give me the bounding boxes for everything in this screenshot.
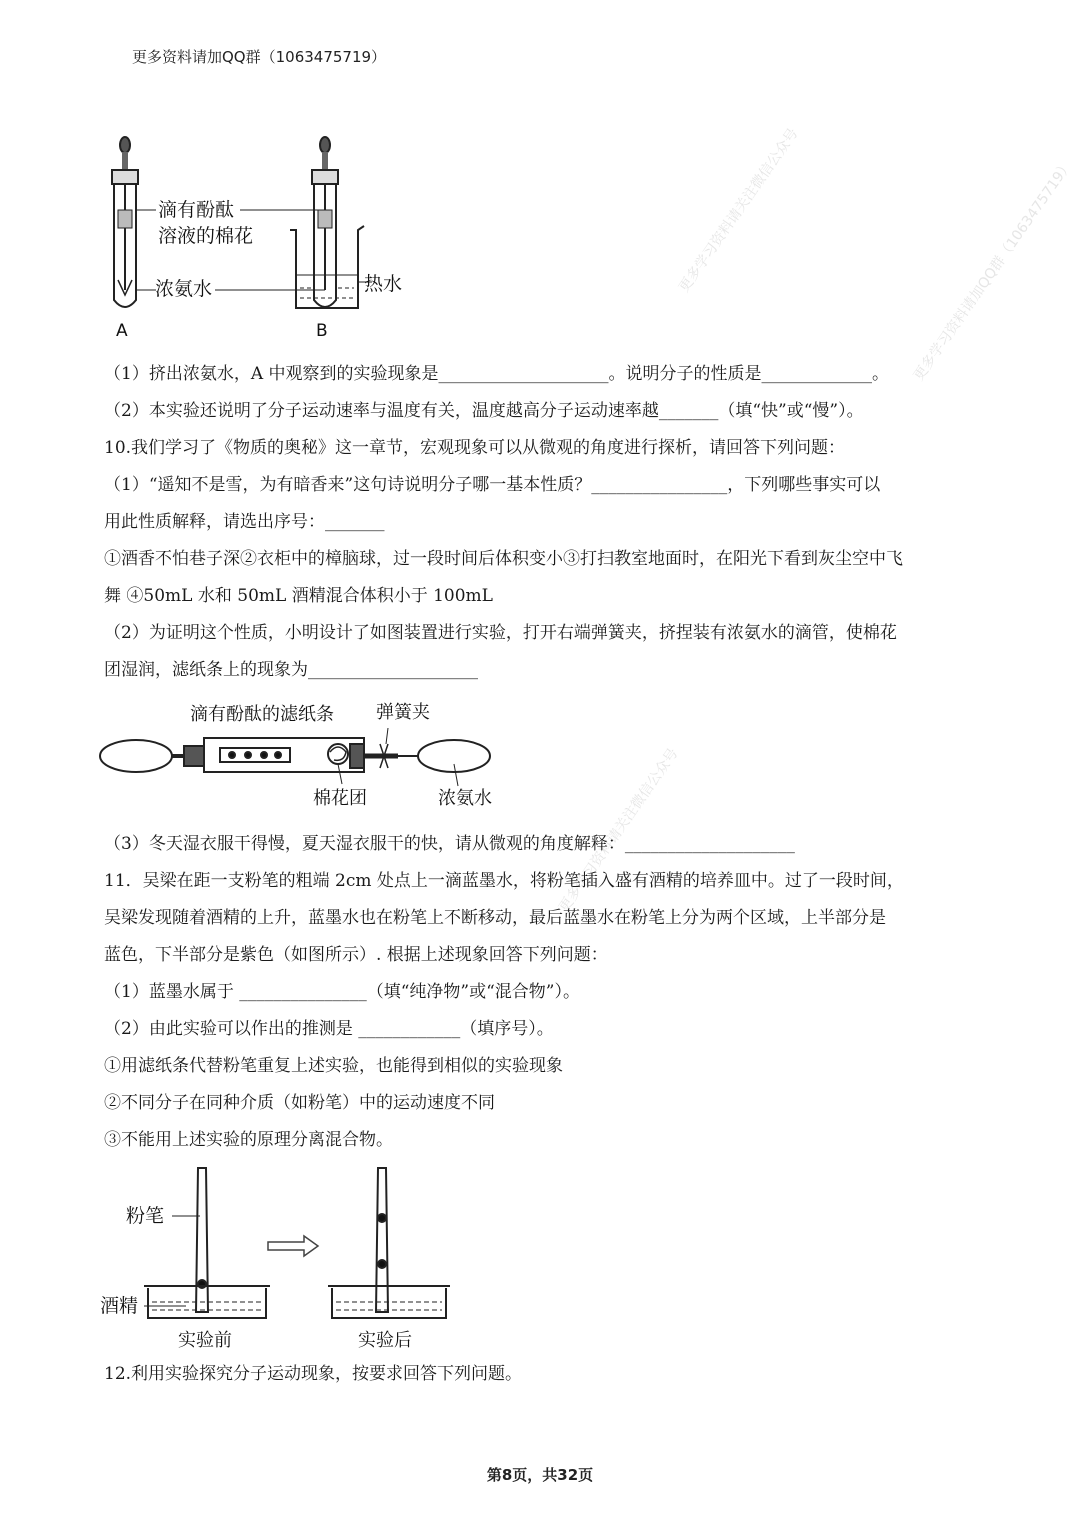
q11-option3: ③不能用上述实验的原理分离混合物。 bbox=[104, 1130, 393, 1150]
label-chalk: 粉笔 bbox=[126, 1205, 165, 1227]
label-clip: 弹簧夹 bbox=[376, 702, 430, 723]
q10-part1-line1: （1）“遥知不是雪，为有暗香来”这句诗说明分子哪一基本性质？________________，下列哪些事实可以 bbox=[104, 475, 881, 495]
label-hot-water: 热水 bbox=[364, 273, 403, 295]
tube-b bbox=[290, 137, 372, 308]
q12-stem: 12.利用实验探究分子运动现象，按要求回答下列问题。 bbox=[104, 1364, 523, 1384]
label-cotton-1: 滴有酚酞 bbox=[158, 199, 235, 221]
page-footer: 第8页，共32页 bbox=[486, 1466, 594, 1484]
q11-stem-line2: 吴梁发现随着酒精的上升，蓝墨水也在粉笔上不断移动，最后蓝墨水在粉笔上分为两个区域，上半部分是 bbox=[104, 908, 886, 928]
q10-part2-line1: （2）为证明这个性质，小明设计了如图装置进行实验，打开右端弹簧夹，挤捏装有浓氨水的滴管，使棉花 bbox=[104, 623, 897, 643]
watermark: 更多学习资料请加QQ群（1063475719） bbox=[910, 157, 1076, 384]
label-before: 实验前 bbox=[178, 1330, 232, 1351]
q10-part1-line2: 用此性质解释，请选出序号：_______ bbox=[104, 512, 385, 532]
label-b: B bbox=[316, 321, 328, 341]
figure-filter-tube bbox=[98, 698, 498, 813]
q11-part2: （2）由此实验可以作出的推测是 ____________（填序号）。 bbox=[104, 1019, 554, 1039]
q11-option2: ②不同分子在同种介质（如粉笔）中的运动速度不同 bbox=[104, 1093, 495, 1113]
label-cotton-2: 溶液的棉花 bbox=[158, 225, 254, 247]
watermark: 更多学习资料请关注微信公众号 bbox=[676, 125, 802, 296]
tube-a bbox=[112, 137, 156, 307]
q9-part2: （2）本实验还说明了分子运动速率与温度有关，温度越高分子运动速率越_______（填“快”或“慢”）。 bbox=[104, 401, 864, 421]
q10-options-line1: ①酒香不怕巷子深②衣柜中的樟脑球，过一段时间后体积变小③打扫教室地面时，在阳光下看到灰尘空中飞 bbox=[104, 549, 903, 569]
label-after: 实验后 bbox=[358, 1330, 412, 1351]
q10-part2-line2: 团湿润，滤纸条上的现象为____________________ bbox=[104, 660, 478, 680]
page-header: 更多资料请加QQ群（1063475719） bbox=[132, 48, 387, 66]
label-filter-paper: 滴有酚酞的滤纸条 bbox=[190, 704, 334, 725]
watermark: 更多学习资料请关注微信公众号 bbox=[556, 745, 682, 916]
q10-part3: （3）冬天湿衣服干得慢，夏天湿衣服干的快，请从微观的角度解释：____________________ bbox=[104, 834, 795, 854]
q10-stem: 10.我们学习了《物质的奥秘》这一章节，宏观现象可以从微观的角度进行探析，请回答下列问题： bbox=[104, 438, 846, 458]
figure-chalk bbox=[96, 1162, 466, 1357]
q10-options-line2: 舞 ④50mL 水和 50mL 酒精混合体积小于 100mL bbox=[104, 586, 493, 606]
figure-test-tubes bbox=[100, 130, 430, 345]
q9-part1: （1）挤出浓氨水，A 中观察到的实验现象是____________________。说明分子的性质是_____________。 bbox=[104, 364, 889, 384]
q11-part1: （1）蓝墨水属于 _______________（填“纯净物”或“混合物”）。 bbox=[104, 982, 580, 1002]
label-alcohol: 酒精 bbox=[100, 1295, 139, 1317]
q11-stem-line3: 蓝色，下半部分是紫色（如图所示）. 根据上述现象回答下列问题： bbox=[104, 945, 608, 965]
label-cotton-ball: 棉花团 bbox=[313, 788, 367, 809]
q11-option1: ①用滤纸条代替粉笔重复上述实验，也能得到相似的实验现象 bbox=[104, 1056, 563, 1076]
label-ammonia-bulb: 浓氨水 bbox=[438, 788, 492, 809]
q11-stem-line1: 11．吴梁在距一支粉笔的粗端 2cm 处点上一滴蓝墨水，将粉笔插入盛有酒精的培养皿中。过了一段时间， bbox=[104, 871, 904, 891]
label-a: A bbox=[116, 321, 128, 341]
label-ammonia: 浓氨水 bbox=[155, 278, 213, 300]
